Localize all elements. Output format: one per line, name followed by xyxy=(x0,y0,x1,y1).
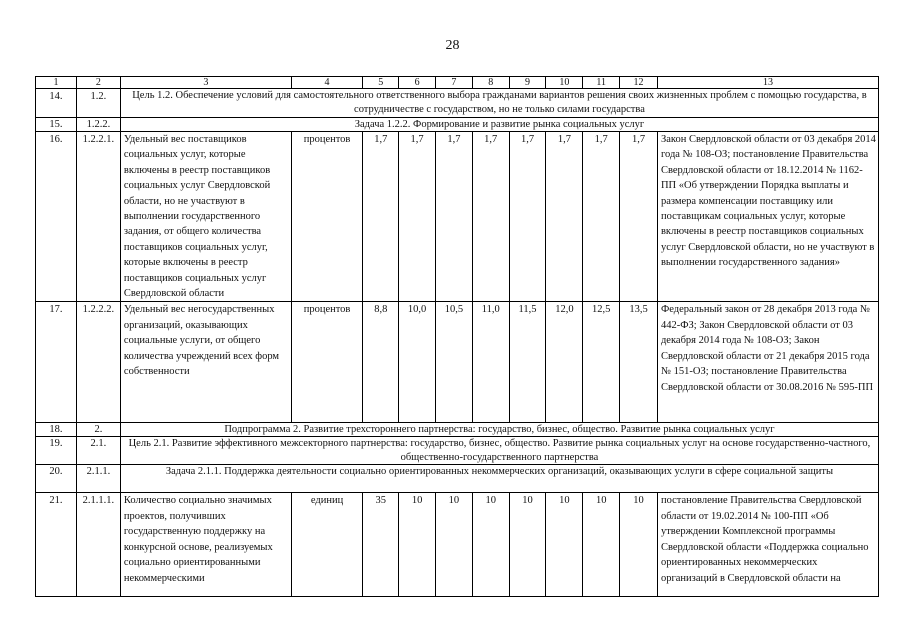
indicator-unit: процентов xyxy=(291,132,363,302)
row-code: 1.2.2.1. xyxy=(76,132,120,302)
task-text: Задача 1.2.2. Формирование и развитие рынка социальных услуг xyxy=(120,118,878,132)
task-text: Задача 2.1.1. Поддержка деятельности социально ориентированных некоммерческих организаций, оказывающих услуги в сфере социальной защиты xyxy=(120,465,878,493)
indicator-name: Количество социально значимых проектов, получивших государственную поддержку на конкурсной основе, реализуемых социально ориентированными некоммерческими xyxy=(120,493,291,597)
indicator-value: 8,8 xyxy=(363,302,399,423)
row-code: 1.2. xyxy=(76,89,120,118)
indicator-value: 10 xyxy=(583,493,620,597)
indicator-value: 10 xyxy=(620,493,658,597)
header-cell: 1 xyxy=(36,77,77,89)
indicator-value: 1,7 xyxy=(546,132,583,302)
indicator-value: 35 xyxy=(363,493,399,597)
header-cell: 3 xyxy=(120,77,291,89)
indicator-value: 10 xyxy=(399,493,436,597)
indicator-value: 1,7 xyxy=(435,132,472,302)
goal-text: Цель 2.1. Развитие эффективного межсекторного партнерства: государство, бизнес, общество. Развитие рынка социальных услуг на основе государственно-частного, общественно-государственного партнерства xyxy=(120,437,878,465)
table-row xyxy=(36,493,879,597)
indicator-value: 10 xyxy=(509,493,546,597)
header-cell: 11 xyxy=(583,77,620,89)
indicator-value: 1,7 xyxy=(620,132,658,302)
indicator-value: 1,7 xyxy=(363,132,399,302)
indicator-name: Удельный вес негосударственных организаций, оказывающих социальные услуги, от общего количества учреждений всех форм собственности xyxy=(120,302,291,423)
indicator-value: 11,5 xyxy=(509,302,546,423)
header-cell: 5 xyxy=(363,77,399,89)
row-code: 1.2.2. xyxy=(76,118,120,132)
row-code: 2.1. xyxy=(76,437,120,465)
header-cell: 10 xyxy=(546,77,583,89)
subprogram-text: Подпрограмма 2. Развитие трехстороннего партнерства: государство, бизнес, общество. Развитие рынка социальных услуг xyxy=(120,423,878,437)
table-row xyxy=(36,89,879,118)
table-row xyxy=(36,465,879,493)
indicator-value: 11,0 xyxy=(472,302,509,423)
indicator-value: 1,7 xyxy=(399,132,436,302)
goal-text: Цель 1.2. Обеспечение условий для самостоятельного ответственного выбора гражданами вариантов решения своих жизненных проблем с помощью государства, в сотрудничестве с государством, но не только силами государства xyxy=(120,89,878,118)
header-cell: 9 xyxy=(509,77,546,89)
header-cell: 4 xyxy=(291,77,363,89)
indicator-value: 1,7 xyxy=(472,132,509,302)
indicator-unit: процентов xyxy=(291,302,363,423)
indicator-source: Закон Свердловской области от 03 декабря 2014 года № 108-ОЗ; постановление Правительства Свердловской области от 18.12.2014 № 1162-ПП «Об утверждении Порядка выплаты и размера компенсации поставщику или поставщикам социальных услуг, которые включены в реестр поставщиков социальных услуг Свердловской области, но не участвуют в выполнении государственного задания» xyxy=(657,132,878,302)
indicator-name: Удельный вес поставщиков социальных услуг, которые включены в реестр поставщиков социальных услуг Свердловской области, но не участвуют в выполнении государственного задания, от общего количества поставщиков социальных услуг, которые включены в реестр поставщиков социальных услуг Свердловской области xyxy=(120,132,291,302)
header-cell: 8 xyxy=(472,77,509,89)
indicator-unit: единиц xyxy=(291,493,363,597)
indicator-value: 10 xyxy=(435,493,472,597)
indicator-value: 12,5 xyxy=(583,302,620,423)
indicator-value: 10,5 xyxy=(435,302,472,423)
header-cell: 6 xyxy=(399,77,436,89)
row-code: 2.1.1. xyxy=(76,465,120,493)
table-row xyxy=(36,132,879,302)
row-number: 21. xyxy=(36,493,77,597)
indicator-value: 13,5 xyxy=(620,302,658,423)
header-cell: 7 xyxy=(435,77,472,89)
table-row xyxy=(36,437,879,465)
indicator-value: 12,0 xyxy=(546,302,583,423)
row-number: 15. xyxy=(36,118,77,132)
row-number: 14. xyxy=(36,89,77,118)
table-row xyxy=(36,118,879,132)
header-cell: 13 xyxy=(657,77,878,89)
indicator-source: Федеральный закон от 28 декабря 2013 года № 442-ФЗ; Закон Свердловской области от 03 декабря 2014 года № 108-ОЗ; Закон Свердловской области от 21 декабря 2015 года № 151-ОЗ; постановление Правительства Свердловской области от 30.08.2016 № 595-ПП xyxy=(657,302,878,423)
row-code: 2. xyxy=(76,423,120,437)
row-number: 19. xyxy=(36,437,77,465)
indicator-value: 1,7 xyxy=(509,132,546,302)
page-number: 28 xyxy=(445,38,460,53)
row-code: 2.1.1.1. xyxy=(76,493,120,597)
indicator-value: 1,7 xyxy=(583,132,620,302)
row-number: 18. xyxy=(36,423,77,437)
row-number: 20. xyxy=(36,465,77,493)
row-code: 1.2.2.2. xyxy=(76,302,120,423)
indicators-table xyxy=(35,76,879,597)
table-row xyxy=(36,302,879,423)
table-row xyxy=(36,423,879,437)
indicator-value: 10 xyxy=(472,493,509,597)
row-number: 17. xyxy=(36,302,77,423)
header-cell: 2 xyxy=(76,77,120,89)
row-number: 16. xyxy=(36,132,77,302)
header-row xyxy=(36,77,879,89)
indicator-value: 10 xyxy=(546,493,583,597)
indicator-value: 10,0 xyxy=(399,302,436,423)
header-cell: 12 xyxy=(620,77,658,89)
indicator-source: постановление Правительства Свердловской области от 19.02.2014 № 100-ПП «Об утверждении Комплексной программы Свердловской области «Поддержка социально ориентированных некоммерческих организаций в Свердловской области на xyxy=(657,493,878,597)
